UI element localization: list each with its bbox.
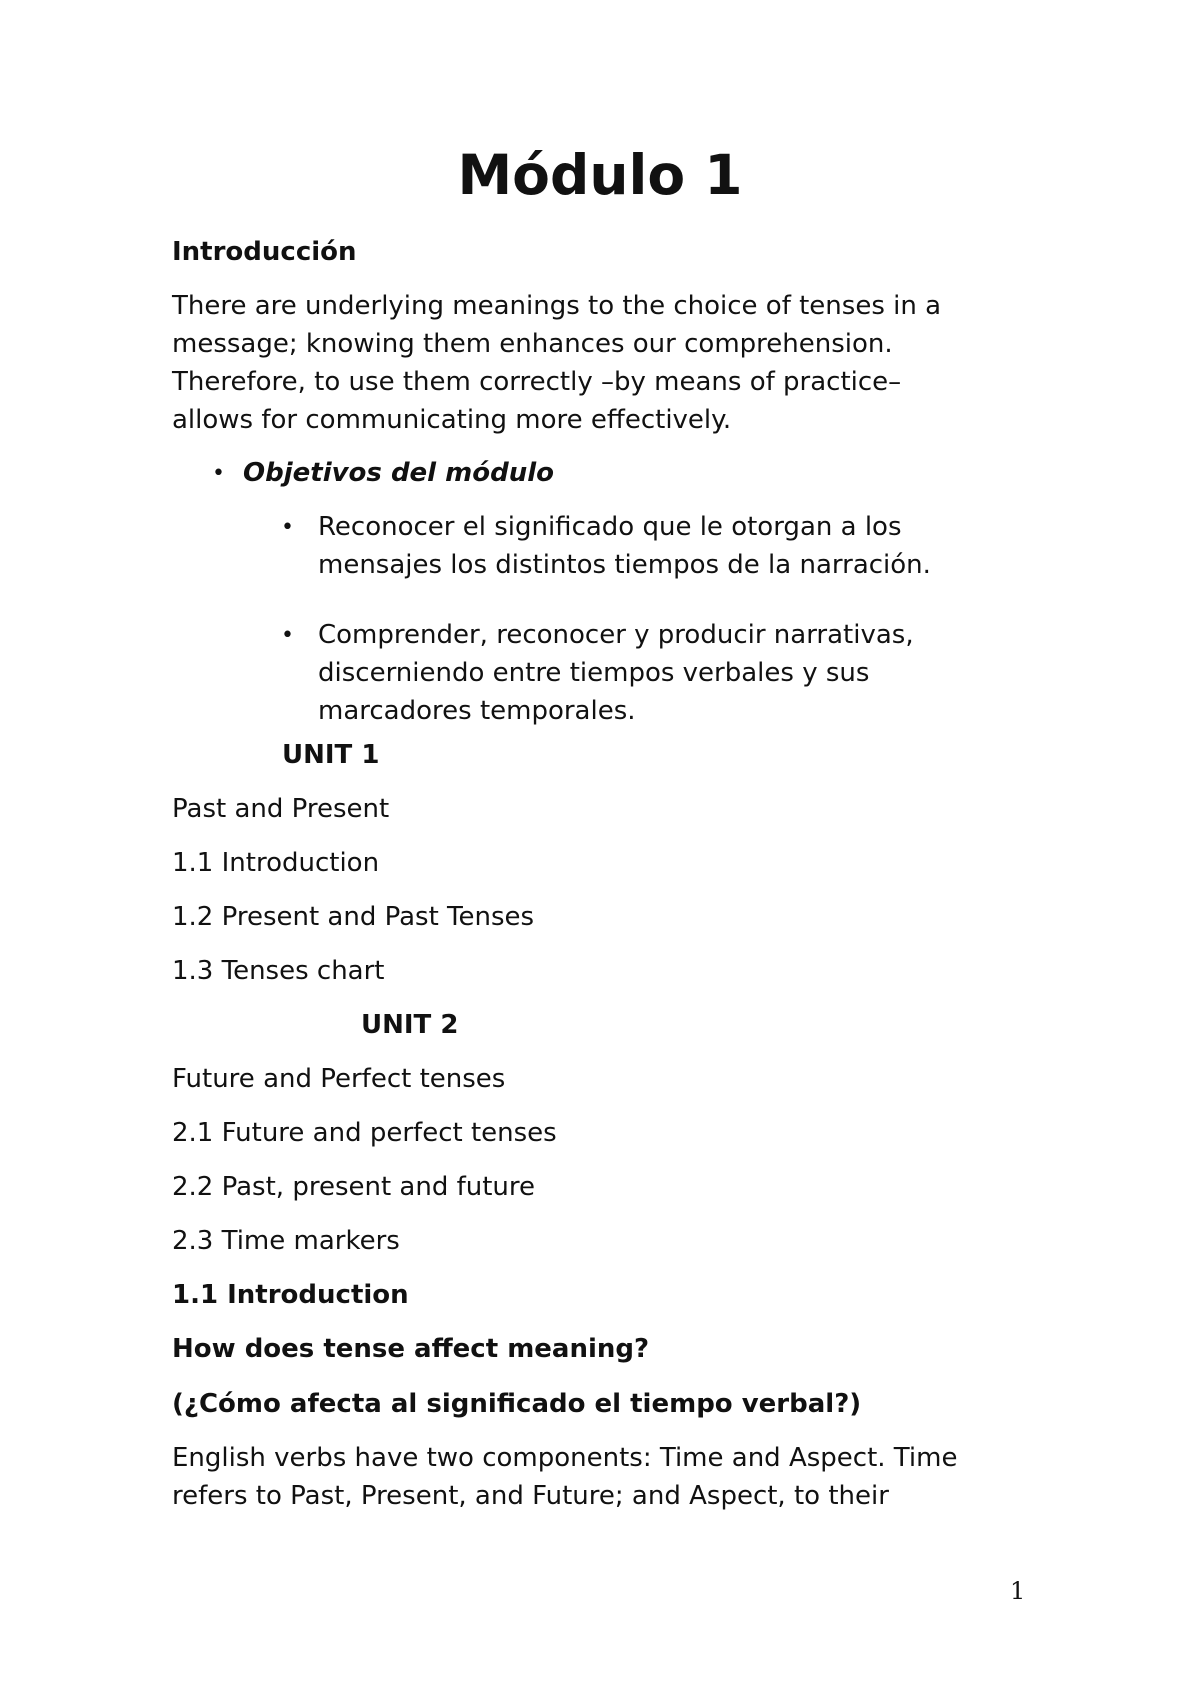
bullet-icon: •: [212, 461, 225, 486]
section-heading: 1.1 Introduction: [172, 1280, 409, 1310]
intro-paragraph: [172, 287, 1052, 439]
objectives-heading: Objetivos del módulo: [243, 458, 554, 488]
unit-1-item: 1.3 Tenses chart: [172, 956, 385, 986]
intro-line: There are underlying meanings to the choice of tenses in a: [172, 291, 942, 321]
unit-2-label: UNIT 2: [361, 1010, 459, 1040]
objective-item-line: Reconocer el significado que le otorgan a los: [318, 512, 902, 542]
bullet-icon: •: [281, 515, 294, 540]
intro-line: message; knowing them enhances our comprehension.: [172, 329, 893, 359]
unit-2-item: 2.2 Past, present and future: [172, 1172, 536, 1202]
unit-1-label: UNIT 1: [282, 740, 380, 770]
body-line: refers to Past, Present, and Future; and Aspect, to their: [172, 1481, 889, 1511]
section-question: How does tense affect meaning?: [172, 1334, 650, 1364]
intro-heading: Introducción: [172, 237, 357, 267]
unit-2-item: 2.3 Time markers: [172, 1226, 400, 1256]
page-number: 1: [1010, 1577, 1026, 1605]
intro-line: allows for communicating more effectively.: [172, 405, 732, 435]
objective-item-line: marcadores temporales.: [318, 696, 636, 726]
unit-2-subtitle: Future and Perfect tenses: [172, 1064, 506, 1094]
unit-1-item: 1.2 Present and Past Tenses: [172, 902, 535, 932]
section-question-spanish: (¿Cómo afecta al significado el tiempo verbal?): [172, 1389, 862, 1419]
objective-item-line: Comprender, reconocer y producir narrativas,: [318, 620, 914, 650]
bullet-icon: •: [281, 623, 294, 648]
objective-item-line: discerniendo entre tiempos verbales y sus: [318, 658, 870, 688]
body-line: English verbs have two components: Time and Aspect. Time: [172, 1443, 958, 1473]
unit-1-item: 1.1 Introduction: [172, 848, 380, 878]
unit-1-subtitle: Past and Present: [172, 794, 390, 824]
unit-2-item: 2.1 Future and perfect tenses: [172, 1118, 557, 1148]
objective-item-line: mensajes los distintos tiempos de la narración.: [318, 550, 931, 580]
intro-line: Therefore, to use them correctly –by means of practice–: [172, 367, 902, 397]
module-title: Módulo 1: [457, 143, 743, 207]
